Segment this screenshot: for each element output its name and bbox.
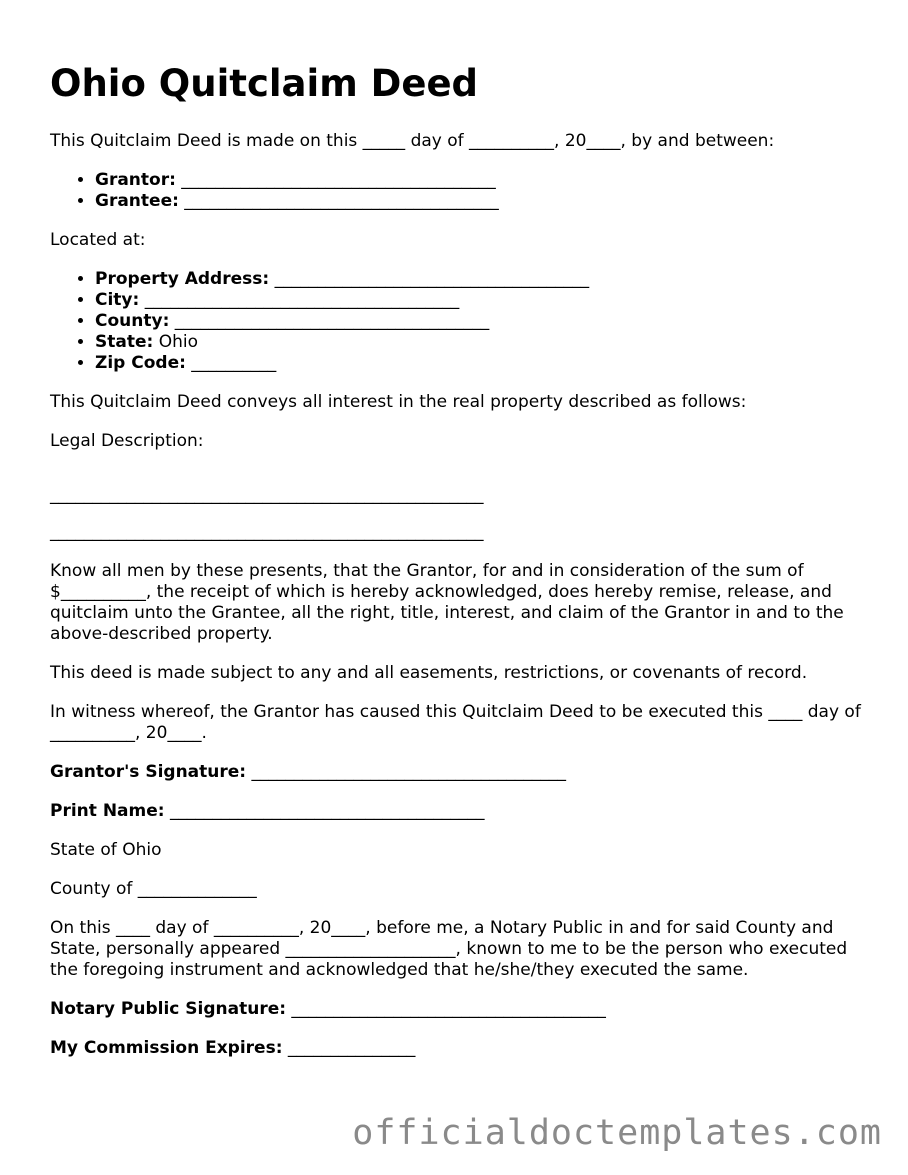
zip-code-item <box>95 353 868 374</box>
property-address-label: Property Address: <box>95 269 270 289</box>
parties-list <box>50 170 868 212</box>
state-item <box>95 332 868 353</box>
consideration-paragraph: Know all men by these presents, that the Grantor, for and in consideration of the sum of $__________, the receipt of which is hereby acknowledged, does hereby remise, release, and quitclaim unto the Grantee, all the right, title, interest, and claim of the Grantor in and to the above-described property. <box>50 561 844 644</box>
legal-description-line: ___________________________________________________ <box>50 522 484 542</box>
property-list <box>50 269 868 374</box>
commission-expires-label: My Commission Expires: <box>50 1038 283 1058</box>
city-item <box>95 290 868 311</box>
grantor-blank: _____________________________________ <box>175 170 496 190</box>
city-label: City: <box>95 290 140 310</box>
located-at-label: Located at: <box>50 230 146 250</box>
grantee-item <box>95 191 868 212</box>
subject-to-paragraph: This deed is made subject to any and all easements, restrictions, or covenants of record. <box>50 663 808 683</box>
zip-code-label: Zip Code: <box>95 353 186 373</box>
notary-signature-blank: _____________________________________ <box>286 999 606 1019</box>
legal-description-label: Legal Description: <box>50 431 204 451</box>
property-address-blank: _____________________________________ <box>269 269 590 289</box>
grantor-signature-blank: _____________________________________ <box>246 762 567 782</box>
commission-expires-line <box>50 1038 868 1059</box>
state-label: State: <box>95 332 154 352</box>
print-name-blank: _____________________________________ <box>164 801 485 821</box>
print-name-line <box>50 801 868 822</box>
notary-signature-line <box>50 999 868 1020</box>
state-value: Ohio <box>153 332 198 352</box>
notary-signature-label: Notary Public Signature: <box>50 999 287 1019</box>
print-name-label: Print Name: <box>50 801 165 821</box>
zip-code-blank: __________ <box>185 353 277 373</box>
grantor-signature-label: Grantor's Signature: <box>50 762 247 782</box>
county-blank: _____________________________________ <box>169 311 490 331</box>
document-page <box>50 62 868 1077</box>
grantee-label: Grantee: <box>95 191 179 211</box>
document-title: Ohio Quitclaim Deed <box>50 62 479 105</box>
witness-paragraph: In witness whereof, the Grantor has caused this Quitclaim Deed to be executed this ____ day of __________, 20____. <box>50 702 861 743</box>
county-of-line: County of ______________ <box>50 879 257 899</box>
watermark-text: officialdoctemplates.com <box>352 1113 882 1153</box>
notary-paragraph: On this ____ day of __________, 20____, before me, a Notary Public in and for said County and State, personally appeared ____________________, known to me to be the person who executed the foregoing instrument and acknowledged that he/she/they executed the same. <box>50 918 848 980</box>
commission-expires-blank: _______________ <box>282 1038 416 1058</box>
county-label: County: <box>95 311 170 331</box>
grantor-item <box>95 170 868 191</box>
county-item <box>95 311 868 332</box>
city-blank: _____________________________________ <box>139 290 460 310</box>
property-address-item <box>95 269 868 290</box>
grantor-label: Grantor: <box>95 170 176 190</box>
grantee-blank: _____________________________________ <box>178 191 499 211</box>
conveys-paragraph: This Quitclaim Deed conveys all interest in the real property described as follows: <box>50 392 747 412</box>
intro-paragraph: This Quitclaim Deed is made on this _____ day of __________, 20____, by and between: <box>50 131 775 151</box>
legal-description-line: ___________________________________________________ <box>50 485 484 505</box>
grantor-signature-line <box>50 762 868 783</box>
state-of-line: State of Ohio <box>50 840 162 860</box>
